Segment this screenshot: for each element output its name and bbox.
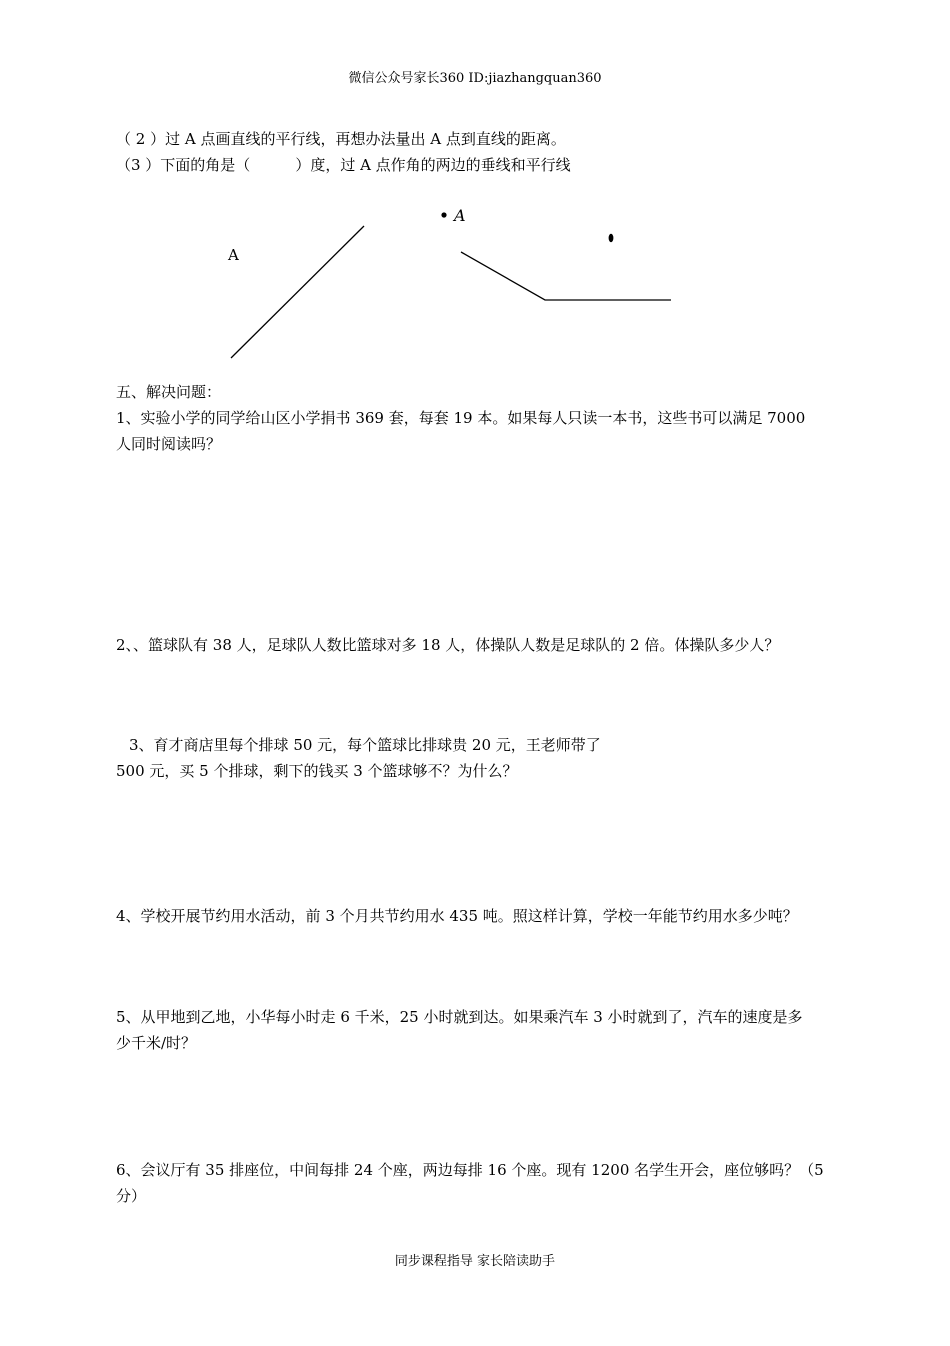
problem-1-line-1: 1、实验小学的同学给山区小学捐书 369 套，每套 19 本。如果每人只读一本书，这些书可以满足 7000 [116,409,806,427]
problem-5-line-1: 5、从甲地到乙地，小华每小时走 6 千米，25 小时就到达。如果乘汽车 3 小时就到了，汽车的速度是多 [116,1008,803,1026]
angle-point-label: A [454,206,466,225]
angle-sides [461,252,671,300]
slanted-line [231,226,364,358]
problem-1-line-2: 人同时阅读吗？ [116,435,222,453]
line-point-label: A [228,246,239,264]
angle-point-dot [609,234,614,242]
problem-2-line-1: 2、、篮球队有 38 人，足球队人数比篮球对多 18 人，体操队人数是足球队的 2 倍。体操队多少人？ [116,636,780,654]
problem-6-line-1: 6、会议厅有 35 排座位，中间每排 24 个座，两边每排 16 个座。现有 1200 名学生开会，座位够吗？（5 [116,1161,824,1179]
point-a-dot [441,212,446,217]
instruction-2: （ 2 ）过 A 点画直线的平行线，再想办法量出 A 点到直线的距离。 [116,130,566,148]
problem-3-line-2: 500 元，买 5 个排球，剩下的钱买 3 个篮球够不？为什么？ [116,762,518,780]
problem-4-line-1: 4、学校开展节约用水活动，前 3 个月共节约用水 435 吨。照这样计算，学校一年能节约用水多少吨？ [116,907,798,925]
section-title: 五、解决问题： [116,383,222,401]
page-header: 微信公众号家长360 ID:jiazhangquan360 [348,71,602,86]
problem-6-line-2: 分） [116,1187,147,1205]
geometry-figure [0,190,950,370]
instruction-3: （3 ）下面的角是（ ）度，过 A 点作角的两边的垂线和平行线 [116,156,571,174]
page-footer: 同步课程指导 家长陪读助手 [394,1254,556,1269]
problem-5-line-2: 少千米/时？ [116,1034,197,1052]
problem-3-line-1: 3、育才商店里每个排球 50 元，每个篮球比排球贵 20 元，王老师带了 [129,736,601,754]
